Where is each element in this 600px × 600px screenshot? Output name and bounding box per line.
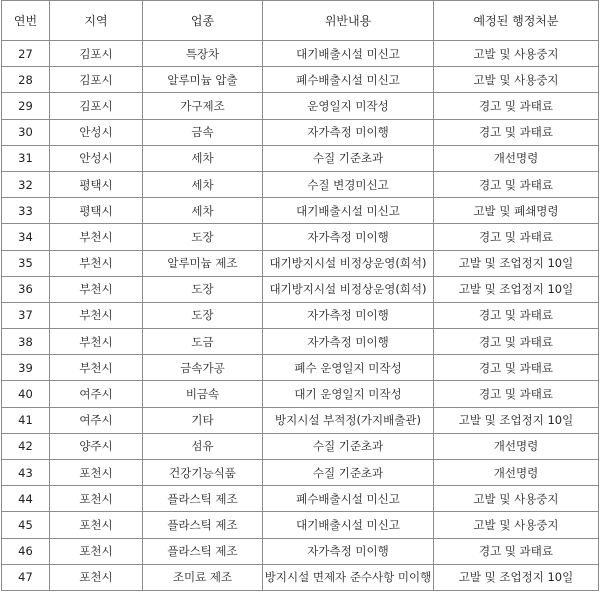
cell-industry: 플라스틱 제조	[143, 512, 263, 538]
cell-region: 부천시	[50, 224, 143, 250]
cell-no: 38	[2, 329, 50, 355]
cell-no: 37	[2, 302, 50, 328]
cell-industry: 가구제조	[143, 93, 263, 119]
cell-industry: 도장	[143, 276, 263, 302]
table-row	[2, 119, 599, 145]
cell-no: 40	[2, 381, 50, 407]
cell-action: 경고 및 과태료	[434, 329, 599, 355]
cell-industry: 금속가공	[143, 355, 263, 381]
header-row	[2, 1, 599, 41]
cell-violation: 자가측정 미이행	[263, 302, 434, 328]
cell-action: 고발 및 사용중지	[434, 41, 599, 67]
cell-action: 고발 및 사용중지	[434, 486, 599, 512]
cell-no: 44	[2, 486, 50, 512]
cell-industry: 플라스틱 제조	[143, 538, 263, 564]
cell-action: 개선명령	[434, 460, 599, 486]
cell-region: 안성시	[50, 119, 143, 145]
cell-region: 포천시	[50, 538, 143, 564]
cell-action: 경고 및 과태료	[434, 302, 599, 328]
cell-region: 부천시	[50, 276, 143, 302]
table-row	[2, 460, 599, 486]
cell-industry: 비금속	[143, 381, 263, 407]
cell-region: 김포시	[50, 67, 143, 93]
cell-industry: 특장차	[143, 41, 263, 67]
cell-violation: 자가측정 미이행	[263, 538, 434, 564]
cell-violation: 자가측정 미이행	[263, 329, 434, 355]
cell-action: 경고 및 과태료	[434, 381, 599, 407]
cell-region: 부천시	[50, 250, 143, 276]
cell-no: 45	[2, 512, 50, 538]
cell-violation: 운영일지 미작성	[263, 93, 434, 119]
cell-violation: 폐수배출시설 미신고	[263, 67, 434, 93]
cell-region: 포천시	[50, 460, 143, 486]
cell-no: 47	[2, 564, 50, 590]
cell-region: 평택시	[50, 171, 143, 197]
cell-violation: 수질 기준초과	[263, 145, 434, 171]
table-row	[2, 276, 599, 302]
table-row	[2, 564, 599, 590]
cell-no: 27	[2, 41, 50, 67]
cell-no: 35	[2, 250, 50, 276]
cell-no: 30	[2, 119, 50, 145]
table-row	[2, 93, 599, 119]
cell-action: 고발 및 조업정지 10일	[434, 250, 599, 276]
cell-region: 김포시	[50, 41, 143, 67]
cell-no: 43	[2, 460, 50, 486]
cell-industry: 세차	[143, 198, 263, 224]
cell-industry: 도금	[143, 329, 263, 355]
cell-industry: 기타	[143, 407, 263, 433]
cell-no: 29	[2, 93, 50, 119]
cell-region: 여주시	[50, 381, 143, 407]
table-row	[2, 486, 599, 512]
cell-no: 42	[2, 433, 50, 459]
table-row	[2, 67, 599, 93]
cell-violation: 자가측정 미이행	[263, 224, 434, 250]
cell-action: 경고 및 과태료	[434, 171, 599, 197]
cell-action: 개선명령	[434, 433, 599, 459]
header-region: 지역	[50, 1, 143, 41]
table-header	[2, 1, 599, 41]
cell-violation: 대기 운영일지 미작성	[263, 381, 434, 407]
cell-no: 39	[2, 355, 50, 381]
cell-industry: 금속	[143, 119, 263, 145]
cell-violation: 폐수배출시설 미신고	[263, 486, 434, 512]
cell-no: 32	[2, 171, 50, 197]
cell-region: 부천시	[50, 302, 143, 328]
cell-action: 경고 및 과태료	[434, 93, 599, 119]
cell-violation: 수질 기준초과	[263, 433, 434, 459]
cell-violation: 수질 기준초과	[263, 460, 434, 486]
cell-region: 포천시	[50, 486, 143, 512]
cell-action: 경고 및 과태료	[434, 119, 599, 145]
cell-action: 고발 및 폐쇄명령	[434, 198, 599, 224]
cell-industry: 도장	[143, 224, 263, 250]
cell-region: 포천시	[50, 512, 143, 538]
cell-action: 경고 및 과태료	[434, 224, 599, 250]
table-row	[2, 512, 599, 538]
cell-industry: 세차	[143, 145, 263, 171]
table-row	[2, 433, 599, 459]
cell-industry: 섬유	[143, 433, 263, 459]
cell-no: 28	[2, 67, 50, 93]
cell-region: 김포시	[50, 93, 143, 119]
cell-violation: 수질 변경미신고	[263, 171, 434, 197]
header-violation: 위반내용	[263, 1, 434, 41]
cell-violation: 대기방지시설 비정상운영(희석)	[263, 276, 434, 302]
cell-violation: 자가측정 미이행	[263, 119, 434, 145]
cell-no: 34	[2, 224, 50, 250]
table-row	[2, 407, 599, 433]
cell-industry: 도장	[143, 302, 263, 328]
cell-violation: 대기방지시설 비정상운영(희석)	[263, 250, 434, 276]
cell-industry: 조미료 제조	[143, 564, 263, 590]
cell-action: 고발 및 조업정지 10일	[434, 276, 599, 302]
table-row	[2, 171, 599, 197]
cell-action: 고발 및 사용중지	[434, 512, 599, 538]
cell-region: 양주시	[50, 433, 143, 459]
header-industry: 업종	[143, 1, 263, 41]
cell-region: 부천시	[50, 355, 143, 381]
cell-no: 46	[2, 538, 50, 564]
cell-no: 31	[2, 145, 50, 171]
cell-industry: 플라스틱 제조	[143, 486, 263, 512]
cell-action: 고발 및 조업정지 10일	[434, 564, 599, 590]
cell-action: 개선명령	[434, 145, 599, 171]
cell-industry: 세차	[143, 171, 263, 197]
cell-region: 여주시	[50, 407, 143, 433]
table-row	[2, 145, 599, 171]
table-row	[2, 250, 599, 276]
cell-violation: 대기배출시설 미신고	[263, 41, 434, 67]
table-row	[2, 198, 599, 224]
header-action: 예정된 행정처분	[434, 1, 599, 41]
cell-action: 경고 및 과태료	[434, 538, 599, 564]
cell-industry: 건강기능식품	[143, 460, 263, 486]
table-body	[2, 41, 599, 591]
table-row	[2, 355, 599, 381]
cell-violation: 대기배출시설 미신고	[263, 512, 434, 538]
cell-violation: 방지시설 면제자 준수사항 미이행	[263, 564, 434, 590]
cell-region: 부천시	[50, 329, 143, 355]
table-row	[2, 302, 599, 328]
cell-no: 36	[2, 276, 50, 302]
cell-action: 고발 및 조업정지 10일	[434, 407, 599, 433]
cell-no: 41	[2, 407, 50, 433]
cell-no: 33	[2, 198, 50, 224]
cell-region: 안성시	[50, 145, 143, 171]
table-row	[2, 538, 599, 564]
cell-region: 포천시	[50, 564, 143, 590]
header-no: 연번	[2, 1, 50, 41]
cell-industry: 알루미늄 압출	[143, 67, 263, 93]
cell-violation: 방지시설 부적정(가지배출관)	[263, 407, 434, 433]
table-row	[2, 329, 599, 355]
table-row	[2, 381, 599, 407]
cell-action: 고발 및 사용중지	[434, 67, 599, 93]
cell-violation: 대기배출시설 미신고	[263, 198, 434, 224]
violations-table	[1, 0, 599, 591]
cell-action: 경고 및 과태료	[434, 355, 599, 381]
table-row	[2, 41, 599, 67]
table-row	[2, 224, 599, 250]
cell-region: 평택시	[50, 198, 143, 224]
cell-industry: 알루미늄 제조	[143, 250, 263, 276]
cell-violation: 폐수 운영일지 미작성	[263, 355, 434, 381]
